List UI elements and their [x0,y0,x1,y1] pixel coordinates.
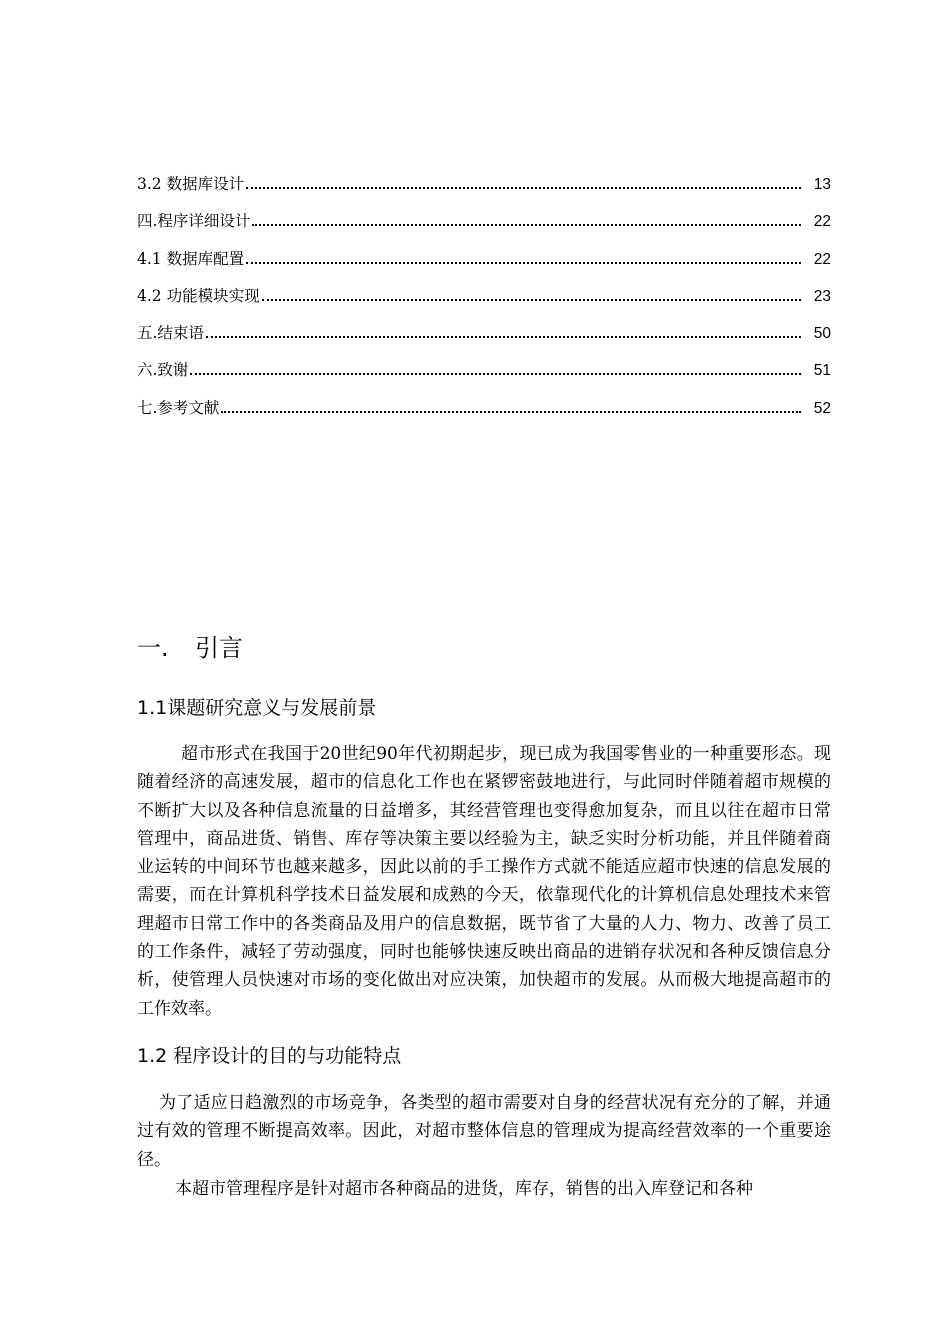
toc-entry-page: 13 [813,176,831,193]
body-paragraph: 超市形式在我国于20世纪90年代初期起步，现已成为我国零售业的一种重要形态。现随着经济的高速发展，超市的信息化工作也在紧锣密鼓地进行，与此同时伴随着超市规模的不断扩大以及各种信息流量的日益增多，其经营管理也变得愈加复杂，而且以往在超市日常管理中，商品进货、销售、库存等决策主要以经验为主，缺乏实时分析功能，并且伴随着商业运转的中间环节也越来越多，因此以前的手工操作方式就不能适应超市快速的信息发展的需要，而在计算机科学技术日益发展和成熟的今天，依靠现代化的计算机信息处理技术来管理超市日常工作中的各类商品及用户的信息数据，既节省了大量的人力、物力、改善了员工的工作条件，减轻了劳动强度，同时也能够快速反映出商品的进销存状况和各种反馈信息分析，使管理人员快速对市场的变化做出对应决策，加快超市的发展。从而极大地提高超市的工作效率。 [137,744,831,1019]
chapter-number: 一. [137,634,169,662]
toc-entry[interactable] [137,172,831,209]
toc-entry-label: 四.程序详细设计 [137,212,251,231]
toc-dot-leader [246,262,801,264]
toc-entry[interactable] [137,209,831,246]
toc-entry-page: 50 [813,325,831,343]
toc-entry-page: 51 [813,362,831,380]
section-heading-1-1: 1.1课题研究意义与发展前景 [137,697,377,719]
toc-dot-leader [262,299,801,301]
toc-entry[interactable] [137,358,831,395]
body-paragraph: 本超市管理程序是针对超市各种商品的进货，库存，销售的出入库登记和各种 [175,1179,753,1199]
toc-entry[interactable] [137,284,831,321]
toc-entry-page: 22 [813,213,831,231]
toc-entry-page: 23 [813,287,831,305]
toc-entry-label: 4.2 功能模块实现 [137,286,260,305]
toc-entry[interactable] [137,321,831,358]
chapter-title: 引言 [195,634,243,662]
section-heading-1-2: 1.2 程序设计的目的与功能特点 [137,1045,402,1067]
table-of-contents [137,172,831,433]
chapter-heading [137,628,243,663]
toc-entry-label: 3.2 数据库设计 [137,175,245,193]
toc-entry-page: 52 [813,399,831,417]
toc-entry[interactable] [137,247,831,284]
toc-entry-label: 五.结束语 [137,324,204,343]
toc-entry-label: 七.参考文献 [137,398,220,417]
toc-dot-leader [190,373,801,375]
toc-entry-label: 4.1 数据库配置 [137,249,245,268]
toc-dot-leader [252,224,801,226]
body-paragraph: 为了适应日趋激烈的市场竞争，各类型的超市需要对自身的经营状况有充分的了解，并通过有效的管理不断提高效率。因此，对超市整体信息的管理成为提高经营效率的一个重要途径。 [137,1093,831,1170]
toc-dot-leader [221,411,801,413]
toc-dot-leader [206,336,801,338]
toc-entry-page: 22 [813,250,831,268]
toc-dot-leader [246,187,801,189]
toc-entry-label: 六.致谢 [137,361,189,380]
toc-entry[interactable] [137,396,831,433]
